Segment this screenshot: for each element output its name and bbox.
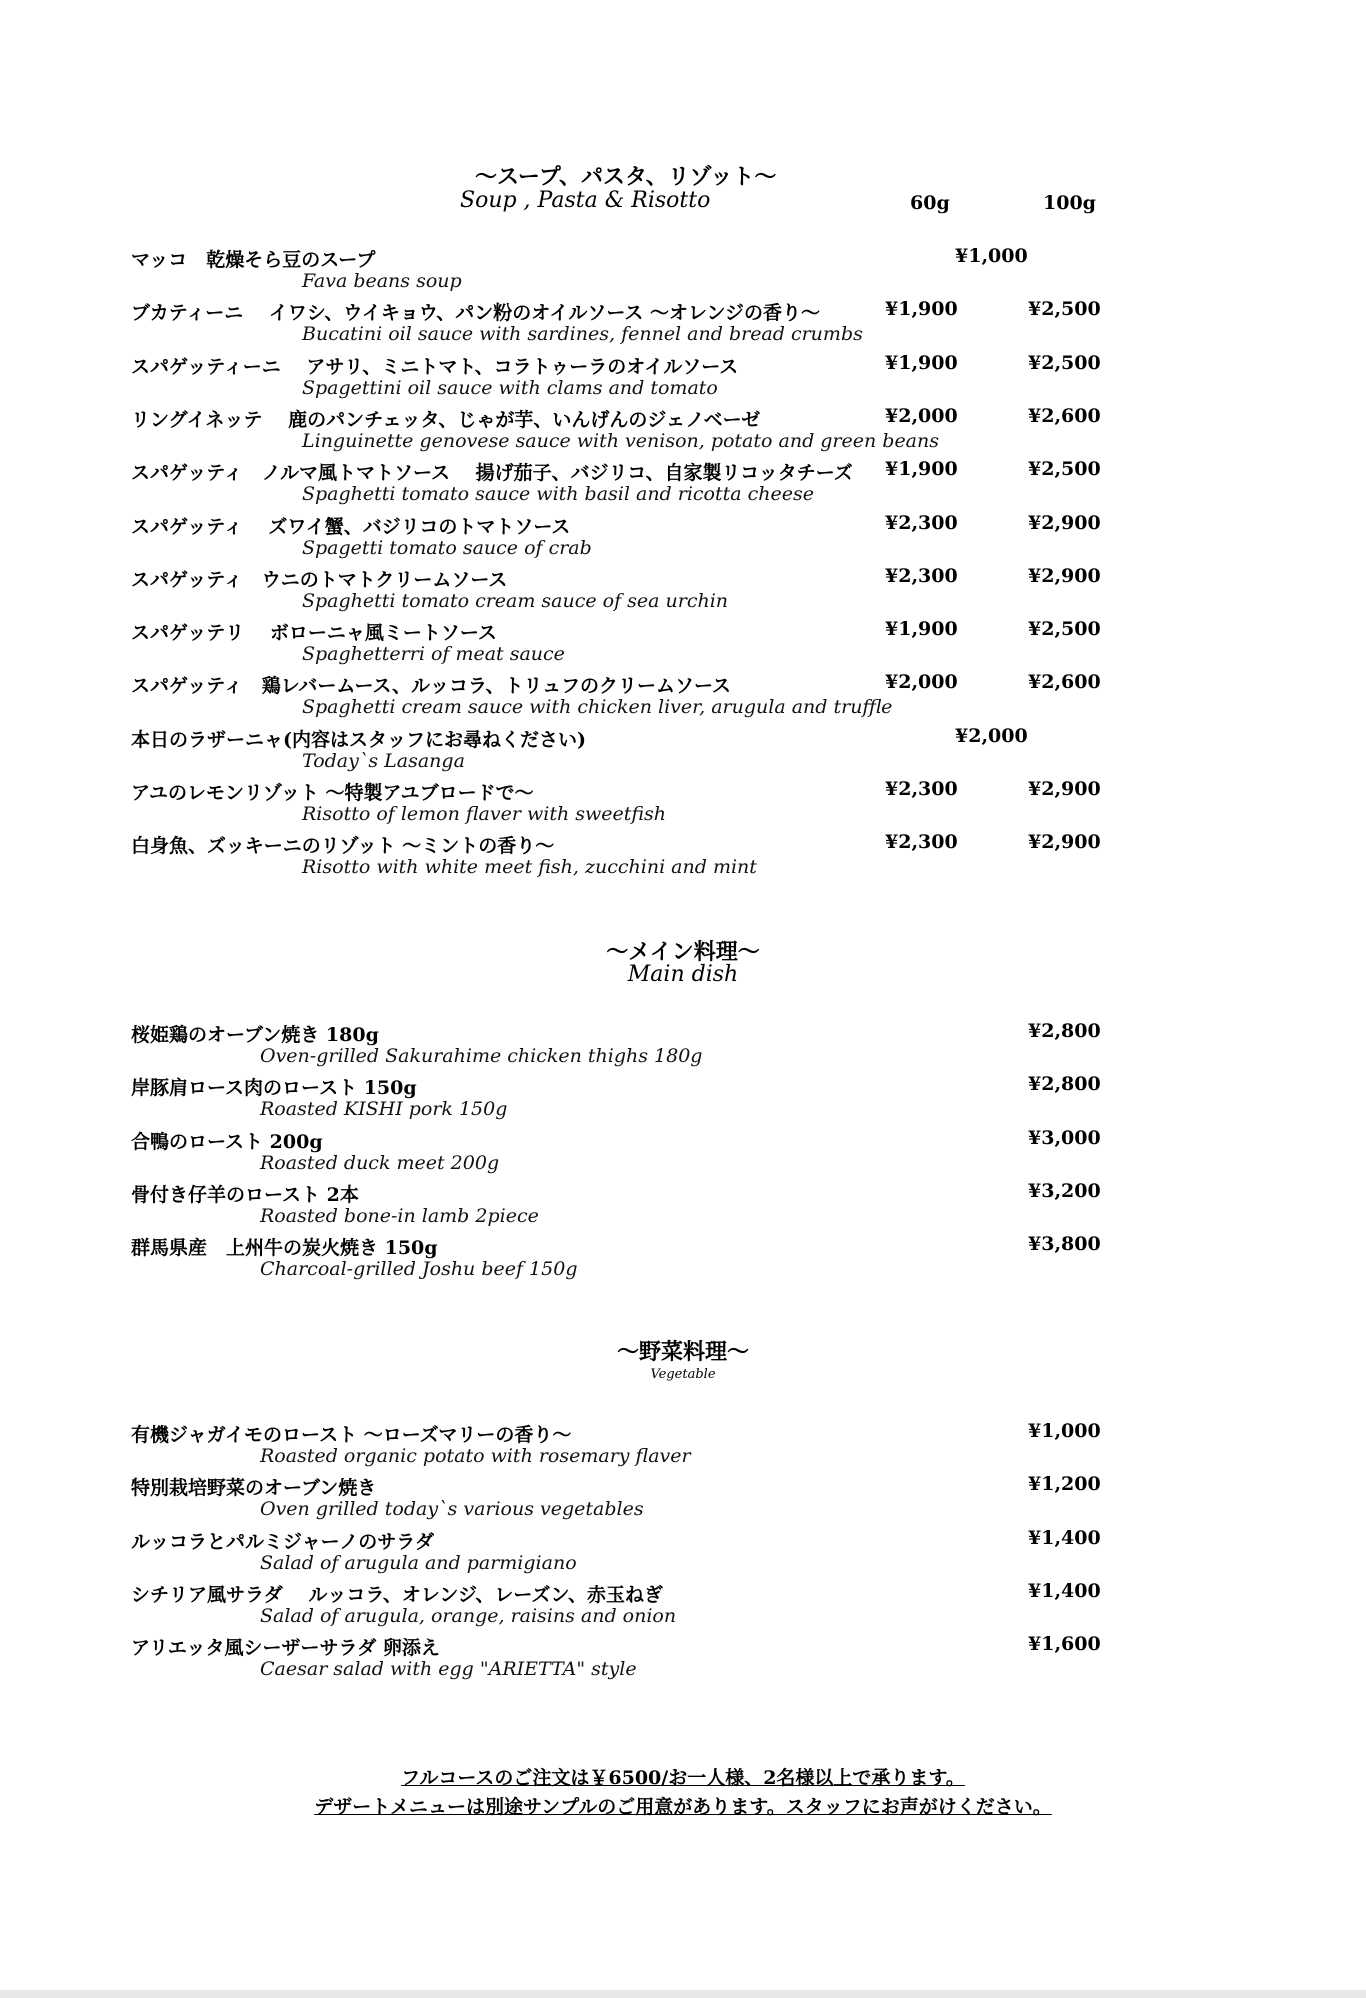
dish-name-jp: 有機ジャガイモのロースト ～ローズマリーの香り～ [131,1424,572,1446]
dish-price: ¥3,200 [1028,1180,1101,1202]
dish-name-en: Risotto of lemon flaver with sweetfish [302,803,667,825]
dish-name-jp: ルッコラとパルミジャーノのサラダ [131,1531,435,1553]
dish-price-60g: ¥1,900 [885,352,958,374]
dish-name-en: Roasted duck meet 200g [260,1152,500,1174]
soup-section-title: ～スープ、パスタ、リゾット～ [475,164,777,190]
dish-price: ¥1,000 [955,245,1028,267]
footer-dessert-note: デザートメニューは別途サンプルのご用意があります。スタッフにお声がけください。 [314,1796,1052,1818]
dish-name-jp: スパゲッティ ノルマ風トマトソース 揚げ茄子、バジリコ、自家製リコッタチーズ [131,462,853,484]
dish-name-jp: 合鴨のロースト 200g [131,1131,323,1153]
dish-name-jp: ブカティーニ イワシ、ウイキョウ、パン粉のオイルソース ～オレンジの香り～ [131,302,821,324]
column-header-60g: 60g [910,192,950,214]
main-section-title: ～メイン料理～ [606,939,760,965]
dish-price: ¥2,800 [1028,1073,1101,1095]
dish-price-100g: ¥2,500 [1028,618,1101,640]
dish-price-60g: ¥2,300 [885,512,958,534]
dish-name-jp: スパゲッティ 鶏レバームース、ルッコラ、トリュフのクリームソース [131,675,732,697]
dish-name-jp: リングイネッテ 鹿のパンチェッタ、じゃが芋、いんげんのジェノベーゼ [131,409,761,431]
dish-name-en: Roasted organic potato with rosemary flaver [260,1445,691,1467]
dish-name-en: Roasted bone-in lamb 2piece [260,1205,539,1227]
dish-name-jp: アリエッタ風シーザーサラダ 卵添え [131,1637,440,1659]
dish-price-60g: ¥2,300 [885,565,958,587]
dish-name-jp: スパゲッテリ ボローニャ風ミートソース [131,622,497,644]
dish-price-60g: ¥1,900 [885,618,958,640]
dish-name-en: Salad of arugula and parmigiano [260,1552,577,1574]
dish-price: ¥2,000 [955,725,1028,747]
dish-price-60g: ¥2,000 [885,405,958,427]
footer-course-note: フルコースのご注文は￥6500/お一人様、2名様以上で承ります。 [401,1767,965,1789]
dish-name-en: Oven grilled today`s various vegetables [260,1498,644,1520]
dish-name-en: Spaghetti tomato cream sauce of sea urchin [302,590,729,612]
dish-name-en: Oven-grilled Sakurahime chicken thighs 180g [260,1045,703,1067]
dish-price-60g: ¥2,300 [885,831,958,853]
dish-name-jp: 群馬県産 上州牛の炭火焼き 150g [131,1237,438,1259]
dish-name-en: Spaghetterri of meat sauce [302,643,565,665]
dish-name-en: Spaghetti cream sauce with chicken liver, arugula and truffle [302,696,893,718]
dish-price-100g: ¥2,900 [1028,565,1101,587]
dish-price-100g: ¥2,900 [1028,831,1101,853]
dish-name-jp: アユのレモンリゾット ～特製アユブロードで～ [131,782,534,804]
dish-name-jp: 骨付き仔羊のロースト 2本 [131,1184,359,1206]
dish-price: ¥2,800 [1028,1020,1101,1042]
dish-name-en: Spaghetti tomato sauce with basil and ricotta cheese [302,483,814,505]
dish-name-en: Roasted KISHI pork 150g [260,1098,508,1120]
main-section-subtitle: Main dish [627,962,739,987]
dish-price-100g: ¥2,900 [1028,778,1101,800]
dish-price: ¥1,400 [1028,1527,1101,1549]
dish-price: ¥1,000 [1028,1420,1101,1442]
dish-name-jp: 特別栽培野菜のオーブン焼き [131,1477,377,1499]
dish-price-60g: ¥2,300 [885,778,958,800]
dish-price-100g: ¥2,600 [1028,405,1101,427]
veg-section-subtitle: Vegetable [650,1367,716,1382]
dish-name-jp: 岸豚肩ロース肉のロースト 150g [131,1077,417,1099]
dish-price-100g: ¥2,500 [1028,298,1101,320]
dish-price: ¥1,600 [1028,1633,1101,1655]
dish-price: ¥3,000 [1028,1127,1101,1149]
dish-name-jp: 白身魚、ズッキーニのリゾット ～ミントの香り～ [131,835,555,857]
dish-name-en: Spagetti tomato sauce of crab [302,537,592,559]
dish-name-en: Risotto with white meet fish, zucchini and mint [302,856,757,878]
dish-name-jp: シチリア風サラダ ルッコラ、オレンジ、レーズン、赤玉ねぎ [131,1584,663,1606]
page-bottom-edge [0,1990,1366,1998]
dish-name-en: Salad of arugula, orange, raisins and onion [260,1605,677,1627]
dish-name-en: Bucatini oil sauce with sardines, fennel and bread crumbs [302,323,863,345]
veg-section-title: ～野菜料理～ [616,1339,749,1365]
dish-name-en: Charcoal-grilled Joshu beef 150g [260,1258,578,1280]
dish-price: ¥1,200 [1028,1473,1101,1495]
soup-section-subtitle: Soup , Pasta & Risotto [460,188,711,213]
dish-name-jp: スパゲッティーニ アサリ、ミニトマト、コラトゥーラのオイルソース [131,356,739,378]
dish-name-jp: マッコ 乾燥そら豆のスープ [131,249,376,271]
dish-name-jp: 桜姫鶏のオーブン焼き 180g [131,1024,379,1046]
dish-price-100g: ¥2,500 [1028,352,1101,374]
dish-price-100g: ¥2,500 [1028,458,1101,480]
dish-price: ¥3,800 [1028,1233,1101,1255]
column-header-100g: 100g [1043,192,1096,214]
dish-name-jp: スパゲッティ ウニのトマトクリームソース [131,569,508,591]
dish-name-en: Linguinette genovese sauce with venison, potato and green beans [302,430,940,452]
dish-price: ¥1,400 [1028,1580,1101,1602]
dish-name-en: Fava beans soup [302,270,462,292]
dish-price-100g: ¥2,900 [1028,512,1101,534]
dish-name-en: Today`s Lasanga [302,750,465,772]
dish-name-jp: 本日のラザーニャ(内容はスタッフにお尋ねください) [131,729,586,751]
dish-price-60g: ¥1,900 [885,458,958,480]
dish-price-100g: ¥2,600 [1028,671,1101,693]
dish-price-60g: ¥1,900 [885,298,958,320]
dish-name-en: Spagettini oil sauce with clams and tomato [302,377,718,399]
dish-name-en: Caesar salad with egg "ARIETTA" style [260,1658,637,1680]
dish-price-60g: ¥2,000 [885,671,958,693]
dish-name-jp: スパゲッティ ズワイ蟹、バジリコのトマトソース [131,516,571,538]
